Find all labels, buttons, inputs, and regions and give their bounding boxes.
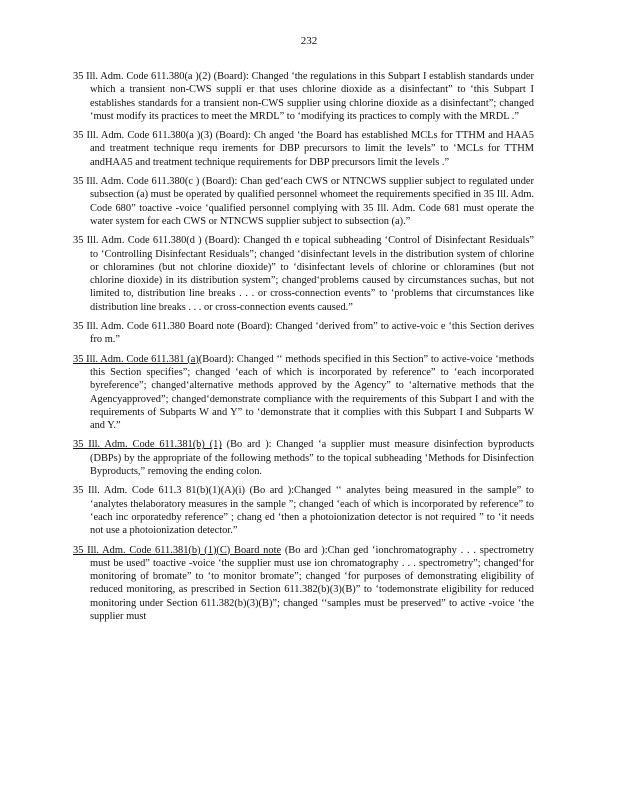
list-item (73, 438, 534, 478)
citation: 35 Ill. Adm. Code 611.380(a )(3) (Board): (73, 130, 251, 142)
citation: 35 Ill. Adm. Code 611.381(b) (1)(C) Board note (73, 544, 282, 556)
citation: 35 Ill. Adm. Code 611.381 (a) (73, 353, 199, 365)
citation: 35 Ill. Adm. Code 611.3 81(b)(1)(A)(i) (73, 485, 245, 497)
citation: 35 Ill. Adm. Code 611.380(d ) (Board): (73, 235, 241, 247)
list-item (73, 353, 534, 433)
citation: 35 Ill. Adm. Code 611.380(a )(2) (Board): (73, 71, 249, 82)
page-number: 232 (300, 35, 318, 47)
entry-text: (Bo ard ): Changed ‘a supplier must measure disinfection byproducts (DBPs) by the appropriate of the following methods” to the topical subheading ‘Methods for Disinfection Byproducts,” removing the ending colon. (90, 439, 534, 478)
list-item (73, 129, 534, 169)
list-item (73, 234, 534, 314)
citation: 35 Ill. Adm. Code 611.380(c ) (Board): (73, 176, 238, 188)
entry-text: Ch anged ‘the Board has established MCLs for TTHM and HAA5 and treatment technique requ irements for DBP precursors to limit the levels” to ‘MCLs for TTHM andHAA5 and treatment technique requirements for DBP precursors limit the levels .” (90, 130, 534, 168)
list-item (73, 484, 534, 537)
entry-text: Changed ‘derived from” to active-voic e ‘this Section derives fro m.” (90, 321, 534, 346)
list-item (73, 175, 534, 228)
amendment-list (73, 70, 534, 629)
entry-text: (Bo ard ):Chan ged ‘ionchromatography . . . spectrometry must be used” toactive -voice ‘the supplier must use ion chromatography . . . spectrometry”; changed‘for monitoring of bromate” to ‘to monitor bromate”; changed ‘for purposes of demonstrating eligibility of reduced monitoring, as prescribed in Section 611.382(b)(3)(B)” to ‘todemonstrate eligibility for reduced monitoring under Section 611.382(b)(3)(B)”; changed ‘‘samples must be preserved” to active -voice ‘the supplier must (90, 544, 534, 622)
citation: 35 Ill. Adm. Code 611.381(b) (1) (73, 439, 222, 451)
entry-text: Chan ged‘each CWS or NTNCWS supplier subject to regulated under subsection (a) must be operated by qualified personnel whomeet the requirements specified in 35 Ill. Adm. Code 680” toactive -voice ‘qualified personnel complying with 35 Ill. Adm. Code 681 must operate the water system for each CWS or NTNCWS supplier subject to subsection (a).” (90, 176, 535, 227)
entry-text: Changed th e topical subheading ‘Control of Disinfectant Residuals” to ‘Controlling Disinfectant Residuals”; changed ‘disinfectant levels in the distribution system of chlorine or chloramines (but not chlorine dioxide)” to ‘disinfectant levels of chlorine or chloramines (but not chlorine dioxide) in its distribution system”; changed‘problems caused by circumstances suchas, but not limited to, distribution line breaks . . . or cross-connection events” to ‘problems that circumstances like distribution line breaks . . . or cross-connection events caused.” (90, 235, 535, 313)
entry-text: (Board): Changed ‘‘ methods specified in this Section” to active-voice ‘methods this Section specifies”; changed ‘each of which is incorporated by reference” to ‘each incorporated byreference”; changed‘alternative methods approved by the Agency” to ‘alternative methods that the Agencyapproved”; changed‘demonstrate compliance with the requirements of this Subpart I and with the requirements of Subparts W and Y” to ‘demonstrate that it complies with this Subpart I and Subparts W and Y.” (90, 353, 534, 432)
citation: 35 Ill. Adm. Code 611.380 Board note (Board): (73, 321, 273, 333)
list-item (73, 70, 534, 123)
list-item (73, 544, 534, 624)
entry-text: Changed ‘the regulations in this Subpart I establish standards under which a transient non-CWS suppli er that uses chlorine dioxide as a disinfectant” to ‘this Subpart I establishes standards for a transient non-CWS supplier using chlorine dioxide as a disinfectant”; changed ‘must modify its practices to meet the MRDL” to ‘modifying its practices to comply with the MRDL .” (90, 71, 534, 122)
list-item (73, 320, 534, 347)
entry-text: (Bo ard ):Changed ‘‘ analytes being measured in the sample” to ‘analytes thelaboratory measures in the sample ”; changed ‘each of which is incorporated by reference” to ‘each inc orporatedby reference” ; chang ed ‘then a photoionization detector is not required ” to ‘it needs not use a photoionization detector.” (90, 485, 534, 537)
